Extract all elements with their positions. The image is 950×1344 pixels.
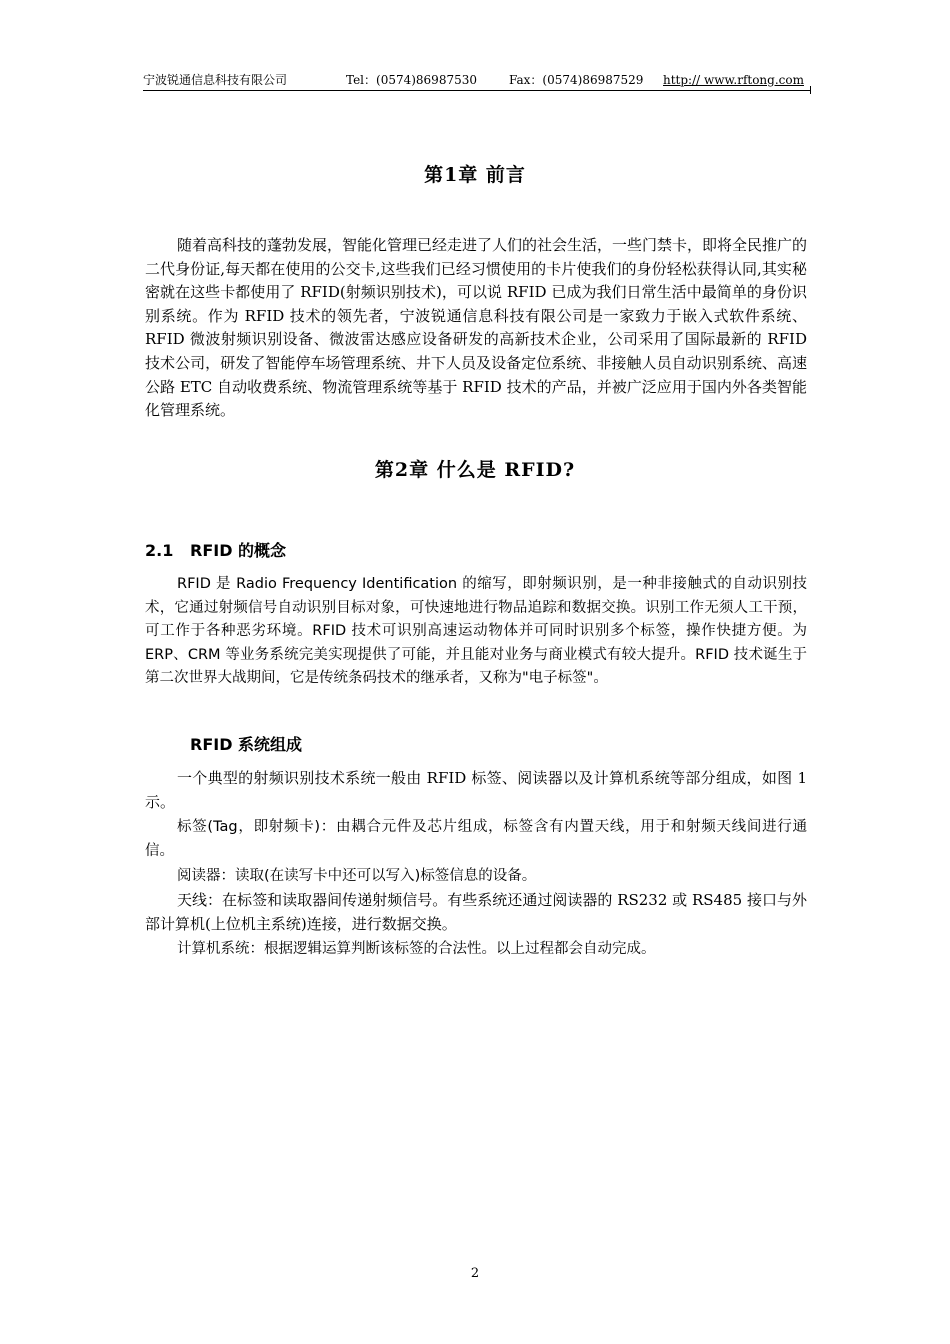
computer-system-paragraph: 计算机系统：根据逻辑运算判断该标签的合法性。以上过程都会自动完成。 bbox=[177, 941, 656, 957]
rfid-system-heading: RFID 系统组成 bbox=[190, 735, 303, 754]
page-number: 2 bbox=[470, 1266, 480, 1281]
section-number: 2.1 bbox=[145, 541, 174, 560]
chapter-1-paragraph: 随着高科技的蓬勃发展，智能化管理已经走进了人们的社会生活，一些门禁卡，即将全民推广的二代身份证,每天都在使用的公交卡,这些我们已经习惯使用的卡片使我们的身份轻松获得认同,其实秘密就在这些卡都使用了 RFID(射频识别技术)，可以说 RFID 已成为我们日常生活中最简单的身份识别系统。作为 RFID 技术的领先者，宁波锐通信息科技有限公司是一家致力于嵌入式软件系统、RFID 微波射频识别设备、微波雷达感应设备研发的高新技术企业，公司采用了国际最新的 RFID 技术公司，研发了智能停车场管理系统、井下人员及设备定位系统、非接触人员自动识别系统、高速公路 ETC 自动收费系统、物流管理系统等基于 RFID 技术的产品，并被广泛应用于国内外各类智能化管理系统。 bbox=[145, 236, 808, 420]
header-url-link[interactable]: http:// www.rftong.com bbox=[663, 73, 804, 87]
header-fax: Fax：(0574)86987529 bbox=[509, 73, 644, 87]
chapter-2-title: 第2章 什么是 RFID? bbox=[374, 459, 576, 481]
section-title: RFID 的概念 bbox=[190, 541, 287, 560]
header-rule-mark bbox=[810, 86, 811, 94]
chapter-1-title: 第1章 前言 bbox=[424, 164, 526, 186]
tag-paragraph: 标签(Tag，即射频卡)：由耦合元件及芯片组成，标签含有内置天线，用于和射频天线间进行通信。 bbox=[145, 819, 807, 859]
header-tel: Tel：(0574)86987530 bbox=[346, 73, 477, 87]
section-2-1-heading bbox=[145, 538, 286, 561]
rfid-concept-paragraph: RFID 是 Radio Frequency Identification 的缩写，即射频识别，是一种非接触式的自动识别技术，它通过射频信号自动识别目标对象，可快速地进行物品追踪和数据交换。识别工作无须人工干预，可工作于各种恶劣环境。RFID 技术可识别高速运动物体并可同时识别多个标签，操作快捷方便。为 ERP、CRM 等业务系统完美实现提供了可能，并且能对业务与商业模式有较大提升。RFID 技术诞生于第二次世界大战期间，它是传统条码技术的继承者，又称为"电子标签"。 bbox=[145, 576, 807, 687]
page-header bbox=[143, 72, 811, 91]
typical-system-paragraph: 一个典型的射频识别技术系统一般由 RFID 标签、阅读器以及计算机系统等部分组成，如图 1 示。 bbox=[145, 769, 807, 811]
antenna-paragraph: 天线：在标签和读取器间传递射频信号。有些系统还通过阅读器的 RS232 或 RS485 接口与外部计算机(上位机主系统)连接，进行数据交换。 bbox=[145, 891, 807, 933]
reader-paragraph: 阅读器：读取(在读写卡中还可以写入)标签信息的设备。 bbox=[177, 868, 537, 884]
header-company: 宁波锐通信息科技有限公司 bbox=[143, 73, 288, 87]
